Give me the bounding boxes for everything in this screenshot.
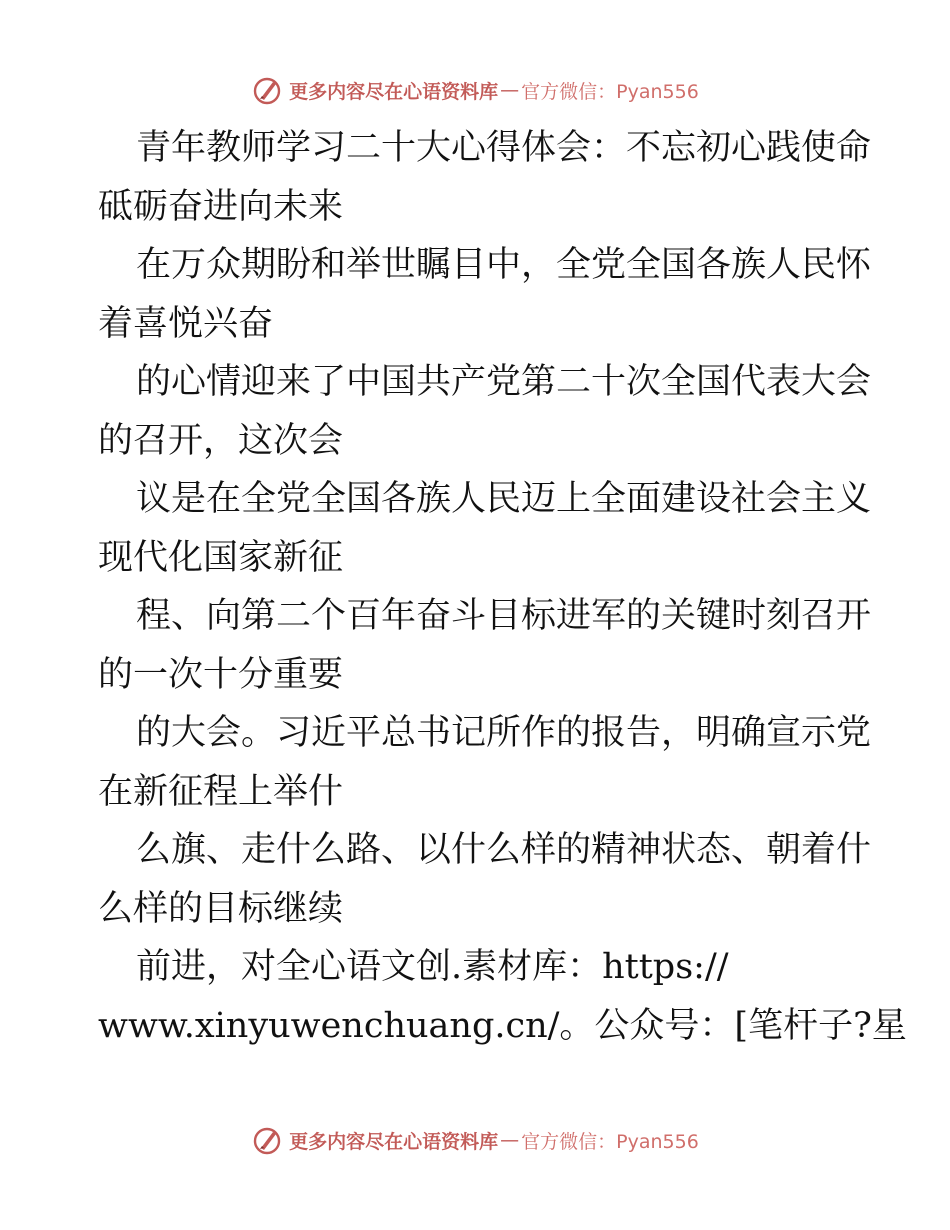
text-line: www.xinyuwenchuang.cn/。公众号：[笔杆子?星 — [98, 1005, 907, 1046]
text-line: 现代化国家新征 — [98, 537, 344, 578]
pen-logo-icon — [251, 74, 283, 106]
text-line: 在新征程上举什 — [98, 771, 344, 812]
document-body — [98, 123, 907, 1059]
text-line: 砥砺奋进向未来 — [98, 186, 344, 227]
pen-logo-icon — [251, 1124, 283, 1156]
text-line: 程、向第二个百年奋斗目标进军的关键时刻召开 — [136, 596, 872, 636]
footer-watermark — [0, 1120, 950, 1160]
header-wechat: 官方微信：Pyan556 — [521, 80, 699, 103]
text-line: 么样的目标继续 — [98, 888, 344, 929]
text-line: 在万众期盼和举世瞩目中，全党全国各族人民怀 — [136, 245, 872, 285]
header-slogan: 更多内容尽在心语资料库 — [289, 80, 499, 103]
footer-wechat: 官方微信：Pyan556 — [521, 1130, 699, 1153]
text-line: 的大会。习近平总书记所作的报告，明确宣示党 — [136, 713, 872, 753]
header-separator: — — [500, 79, 520, 101]
text-line: 的召开，这次会 — [98, 420, 344, 461]
text-line: 前进，对全心语文创.素材库：https:// — [136, 947, 729, 987]
text-line: 么旗、走什么路、以什么样的精神状态、朝着什 — [136, 830, 872, 870]
footer-slogan: 更多内容尽在心语资料库 — [289, 1130, 499, 1153]
header-watermark — [0, 70, 950, 110]
text-line: 的心情迎来了中国共产党第二十次全国代表大会 — [136, 362, 872, 402]
footer-separator: — — [500, 1129, 520, 1151]
text-line: 的一次十分重要 — [98, 654, 344, 695]
text-line: 着喜悦兴奋 — [98, 303, 274, 344]
text-line: 青年教师学习二十大心得体会：不忘初心践使命 — [136, 128, 872, 168]
text-line: 议是在全党全国各族人民迈上全面建设社会主义 — [136, 479, 872, 519]
